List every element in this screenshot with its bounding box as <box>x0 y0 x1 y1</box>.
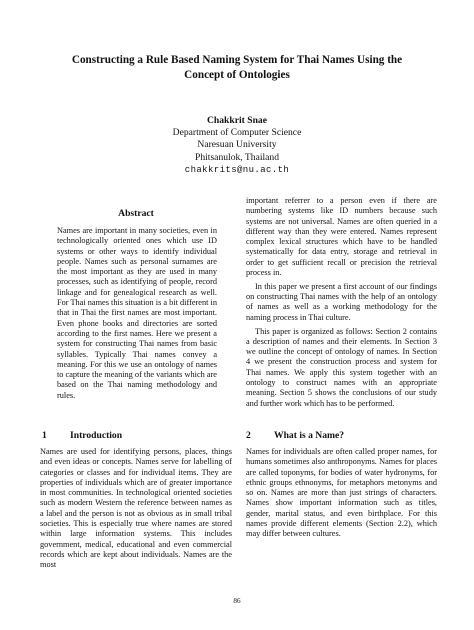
section-2-heading <box>246 430 344 441</box>
section-1-number: 1 <box>42 430 47 441</box>
section-1-heading <box>42 430 122 441</box>
author-email: chakkrits@nu.ac.th <box>184 164 290 175</box>
section-2-number: 2 <box>246 430 251 441</box>
affiliation-department: Department of Computer Science <box>172 127 302 139</box>
intro-paragraph-continued: important referrer to a person even if there are numbering systems like ID numbers because such systems are not universal. Names are often queried in a different way than they were entered. Names represent complex lexical structures which have to be handled systematically for data entry, storage and retrieval in order to get sufficient recall or precision the retrieval process in. <box>246 196 437 278</box>
section-1-text: Names are used for identifying persons, places, things and even ideas or concepts. Names serve for labelling of categories or classes and for individual items. They are properties of individuals which are of greater importance in most communities. In technological oriented societies such as modern Western the reference between names as a label and the person is not as obvious as in small tribal societies. This is especially true where names are stored within large information systems. This includes government, medical, educational and even commercial records which are kept about individuals. Names are the most <box>40 447 232 570</box>
title-line-2: Concept of Ontologies <box>184 69 290 81</box>
affiliation-location: Phitsanulok, Thailand <box>194 151 280 163</box>
section-1-title: Introduction <box>70 430 123 441</box>
section-2-text: Names for individuals are often called proper names, for humans sometimes also anthroponyms. Names for places are called toponyms, for bodies of water hydronyms, for ethnic groups ethnonyms, for metaphors metonyms and so on. Names are more than just strings of characters. Names show important information such as titles, gender, marital status, and even birthplace. For this names provide different elements (Section 2.2), which may differ between cultures. <box>246 447 437 539</box>
abstract-heading: Abstract <box>118 208 154 219</box>
intro-paragraph-2: In this paper we present a first account of our findings on constructing Thai names with the help of an ontology of names as well as a working methodology for the naming process in Thai culture. <box>246 281 437 322</box>
author-name: Chakkrit Snae <box>207 115 267 126</box>
abstract-text: Names are important in many societies, even in technologically oriented ones which use ID systems or other ways to identify individual people. Names such as personal surnames are the most important as they are used in many processes, such as identifying of people, record linkage and for genealogical research as well. For Thai names this situation is a bit different in that in Thai the first names are most important. Even phone books and directories are sorted according to the first names. Here we present a system for constructing Thai names from basic syllables. Typically Thai names convey a meaning. For this we use an ontology of names to capture the meaning of the variants which are based on the Thai naming methodology and rules. <box>57 226 217 400</box>
intro-paragraph-3: This paper is organized as follows: Section 2 contains a description of names and their elements. In Section 3 we outline the concept of ontology of names. In Section 4 we present the construction process and system for Thai names. We apply this system together with an ontology to construct names with an appropriate meaning. Section 5 shows the conclusions of our study and further work which has to be performed. <box>246 326 437 408</box>
paper-title <box>60 53 414 83</box>
author-block <box>137 115 337 176</box>
section-2-title: What is a Name? <box>274 430 345 441</box>
page-number: 86 <box>233 597 241 605</box>
affiliation-university: Naresuan University <box>197 139 277 151</box>
introduction-continued <box>246 196 437 412</box>
title-line-1: Constructing a Rule Based Naming System for Thai Names Using the <box>71 54 403 66</box>
